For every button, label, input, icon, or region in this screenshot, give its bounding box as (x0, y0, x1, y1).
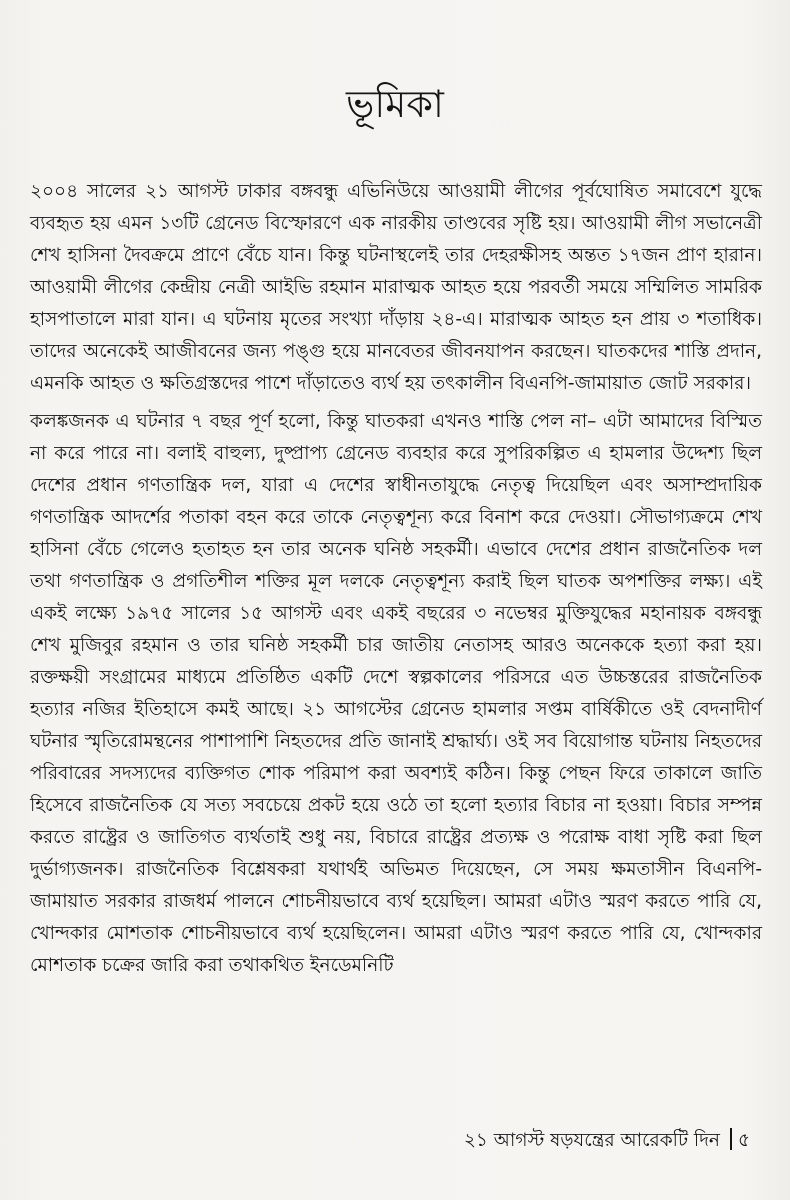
page-footer (464, 1126, 750, 1156)
paragraph-1: ২০০৪ সালের ২১ আগস্ট ঢাকার বঙ্গবন্ধু এভিনিউয়ে আওয়ামী লীগের পূর্বঘোষিত সমাবেশে যুদ্ধে ব্যবহৃত হয় এমন ১৩টি গ্রেনেড বিস্ফোরণে এক নারকীয় তাণ্ডবের সৃষ্টি হয়। আওয়ামী লীগ সভানেত্রী শেখ হাসিনা দৈবক্রমে প্রাণে বেঁচে যান। কিন্তু ঘটনাস্থলেই তার দেহরক্ষীসহ অন্তত ১৭জন প্রাণ হারান। আওয়ামী লীগের কেন্দ্রীয় নেত্রী আইভি রহমান মারাত্মক আহত হয়ে পরবর্তী সময়ে সম্মিলিত সামরিক হাসপাতালে মারা যান। এ ঘটনায় মৃতের সংখ্যা দাঁড়ায় ২৪-এ। মারাত্মক আহত হন প্রায় ৩ শতাধিক। তাদের অনেকেই আজীবনের জন্য পঙ্গু হয়ে মানবেতর জীবনযাপন করছেন। ঘাতকদের শাস্তি প্রদান, এমনকি আহত ও ক্ষতিগ্রস্তদের পাশে দাঁড়াতেও ব্যর্থ হয় তৎকালীন বিএনপি-জামায়াত জোট সরকার। (30, 181, 762, 394)
footer-separator (730, 1128, 732, 1150)
running-title: ২১ আগস্ট ষড়যন্ত্রের আরেকটি দিন (463, 1130, 720, 1151)
page-number: ৫ (737, 1130, 750, 1151)
page-title: ভূমিকা (346, 82, 444, 126)
paragraph-2: কলঙ্কজনক এ ঘটনার ৭ বছর পূর্ণ হলো, কিন্তু ঘাতকরা এখনও শাস্তি পেল না– এটা আমাদের বিস্মিত না করে পারে না। বলাই বাহুল্য, দুষ্প্রাপ্য গ্রেনেড ব্যবহার করে সুপরিকল্পিত এ হামলার উদ্দেশ্য ছিল দেশের প্রধান গণতান্ত্রিক দল, যারা এ দেশের স্বাধীনতাযুদ্ধে নেতৃত্ব দিয়েছিল এবং অসাম্প্রদায়িক গণতান্ত্রিক আদর্শের পতাকা বহন করে তাকে নেতৃত্বশূন্য করে বিনাশ করে দেওয়া। সৌভাগ্যক্রমে শেখ হাসিনা বেঁচে গেলেও হতাহত হন তার অনেক ঘনিষ্ঠ সহকর্মী। এভাবে দেশের প্রধান রাজনৈতিক দল তথা গণতান্ত্রিক ও প্রগতিশীল শক্তির মূল দলকে নেতৃত্বশূন্য করাই ছিল ঘাতক অপশক্তির লক্ষ্য। এই একই লক্ষ্যে ১৯৭৫ সালের ১৫ আগস্ট এবং একই বছরের ৩ নভেম্বর মুক্তিযুদ্ধের মহানায়ক বঙ্গবন্ধু শেখ মুজিবুর রহমান ও তার ঘনিষ্ঠ সহকর্মী চার জাতীয় নেতাসহ আরও অনেককে হত্যা করা হয়। রক্তক্ষয়ী সংগ্রামের মাধ্যমে প্রতিষ্ঠিত একটি দেশে স্বল্পকালের পরিসরে এত উচ্চস্তরের রাজনৈতিক হত্যার নজির ইতিহাসে কমই আছে। ২১ আগস্টের গ্রেনেড হামলার সপ্তম বার্ষিকীতে ওই বেদনাদীর্ণ ঘটনার স্মৃতিরোমন্থনের পাশাপাশি নিহতদের প্রতি জানাই শ্রদ্ধার্ঘ্য। ওই সব বিয়োগান্ত ঘটনায় নিহতদের পরিবারের সদস্যদের ব্যক্তিগত শোক পরিমাপ করা অবশ্যই কঠিন। কিন্তু পেছন ফিরে তাকালে জাতি হিসেবে রাজনৈতিক যে সত্য সবচেয়ে প্রকট হয়ে ওঠে তা হলো হত্যার বিচার না হওয়া। বিচার সম্পন্ন করতে রাষ্ট্রের ও জাতিগত ব্যর্থতাই শুধু নয়, বিচারে রাষ্ট্রের প্রত্যক্ষ ও পরোক্ষ বাধা সৃষ্টি করা ছিল দুর্ভাগ্যজনক। রাজনৈতিক বিশ্লেষকরা যথার্থই অভিমত দিয়েছেন, সে সময় ক্ষমতাসীন বিএনপি-জামায়াত সরকার রাজধর্ম পালনে শোচনীয়ভাবে ব্যর্থ হয়েছিল। আমরা এটাও স্মরণ করতে পারি যে, খোন্দকার মোশতাক শোচনীয়ভাবে ব্যর্থ হয়েছিলেন। আমরা এটাও স্মরণ করতে পারি যে, খোন্দকার মোশতাক চক্রের জারি করা তথাকথিত ইনডেমনিটি (30, 411, 762, 976)
body-text (30, 176, 762, 988)
